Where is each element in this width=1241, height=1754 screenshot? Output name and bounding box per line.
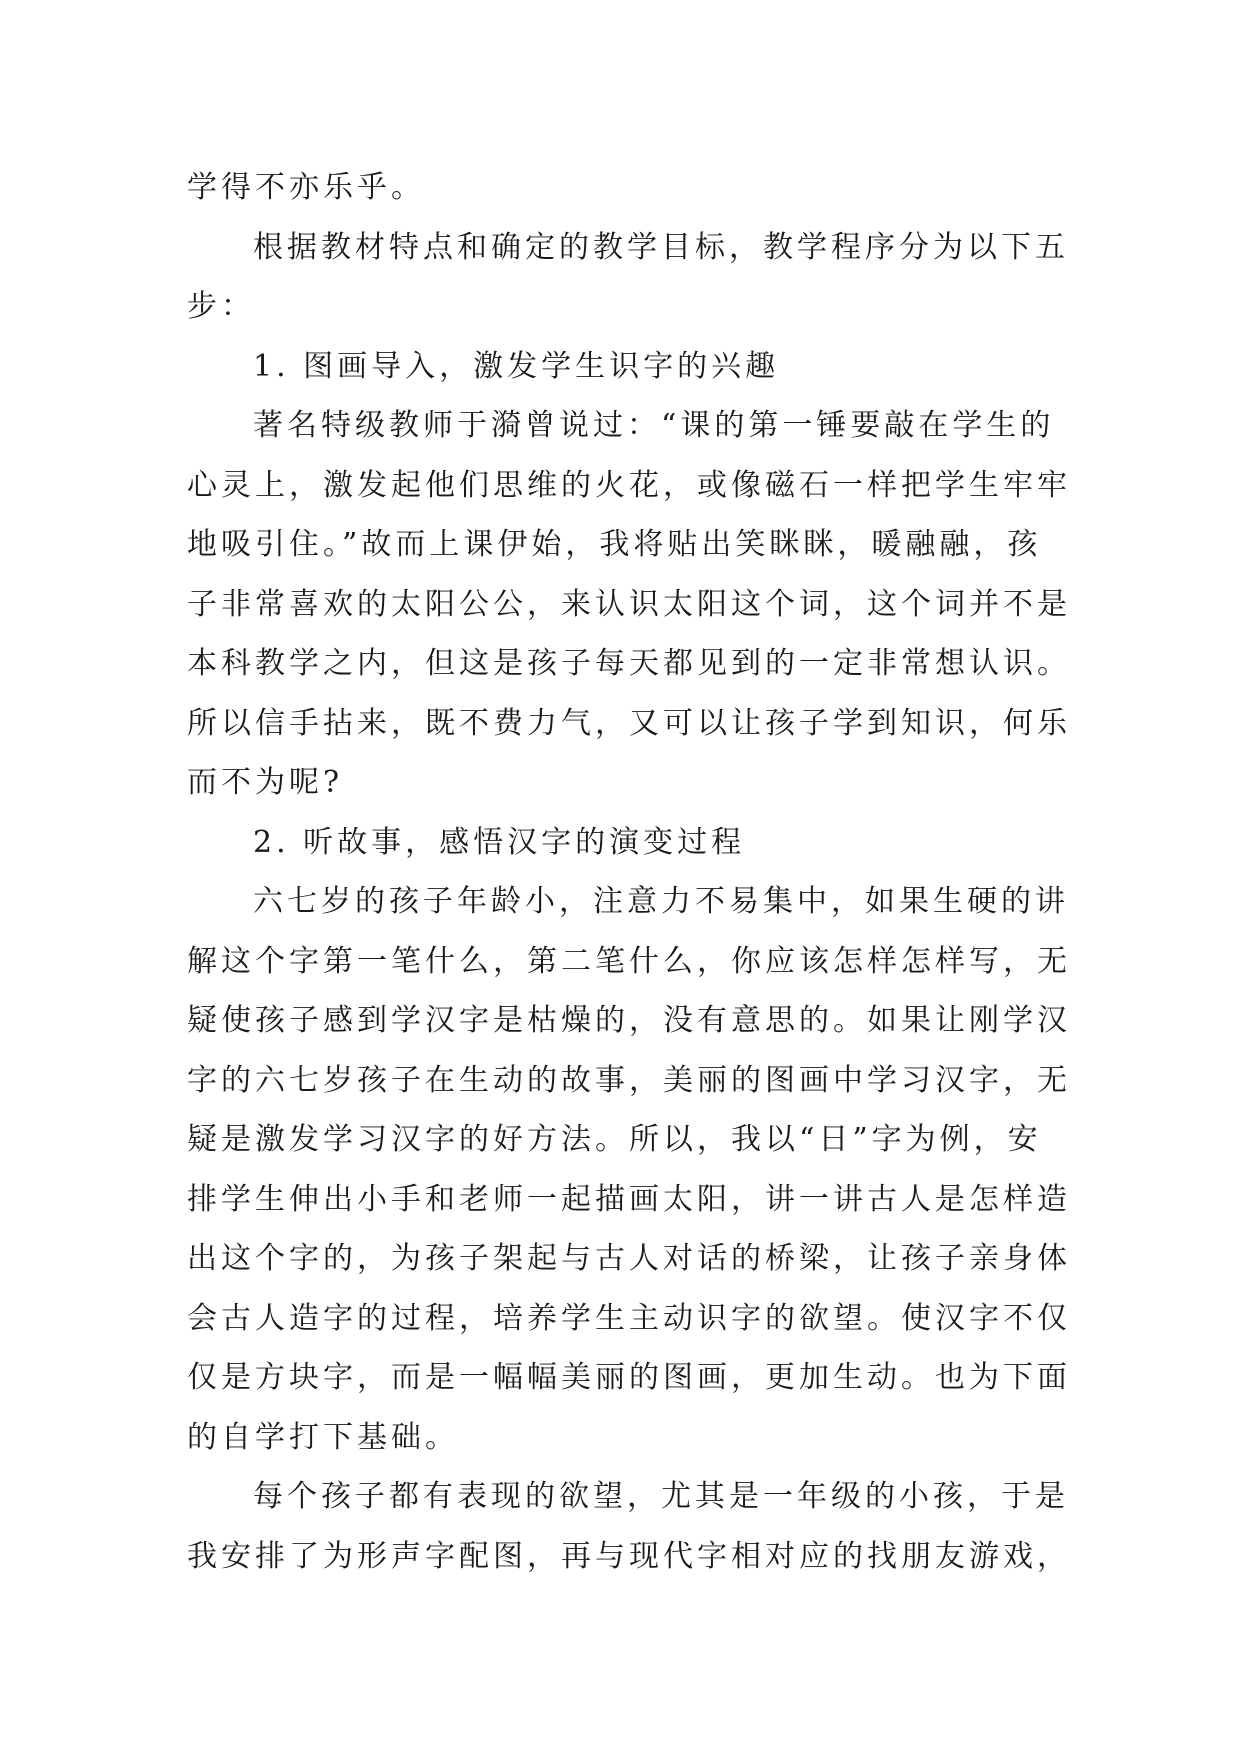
- text-line: 根据教材特点和确定的教学目标，教学程序分为以下五: [253, 229, 1069, 265]
- text-line: 而不为呢?: [187, 765, 344, 800]
- text-line: 六七岁的孩子年龄小，注意力不易集中，如果生硬的讲: [253, 884, 1069, 919]
- text-line: 学得不亦乐乎。: [187, 170, 425, 205]
- text-line: 出这个字的，为孩子架起与古人对话的桥梁，让孩子亲身体: [187, 1241, 1071, 1276]
- text-line: 疑使孩子感到学汉字是枯燥的，没有意思的。如果让刚学汉: [187, 1003, 1071, 1038]
- text-line: 地吸引住。”故而上课伊始，我将贴出笑眯眯，暖融融，孩: [187, 527, 1042, 562]
- document-body: [187, 158, 1071, 1586]
- text-line: 本科教学之内，但这是孩子每天都见到的一定非常想认识。: [187, 646, 1071, 681]
- text-line: 字的六七岁孩子在生动的故事，美丽的图画中学习汉字，无: [187, 1062, 1071, 1098]
- text-line: 的自学打下基础。: [187, 1419, 459, 1455]
- text-line: 会古人造字的过程，培养学生主动识字的欲望。使汉字不仅: [187, 1300, 1071, 1336]
- section-heading: 2. 听故事，感悟汉字的演变过程: [253, 824, 746, 860]
- text-line: 步：: [187, 289, 255, 324]
- text-line: 我安排了为形声字配图，再与现代字相对应的找朋友游戏，: [187, 1538, 1071, 1574]
- section-heading: 1. 图画导入，激发学生识字的兴趣: [253, 348, 780, 384]
- text-line: 心灵上，激发起他们思维的火花，或像磁石一样把学生牢牢: [187, 467, 1071, 503]
- text-line: 仅是方块字，而是一幅幅美丽的图画，更加生动。也为下面: [187, 1360, 1071, 1395]
- text-line: 所以信手拈来，既不费力气，又可以让孩子学到知识，何乐: [187, 705, 1071, 741]
- text-line: 子非常喜欢的太阳公公，来认识太阳这个词，这个词并不是: [187, 586, 1071, 622]
- text-line: 解这个字第一笔什么，第二笔什么，你应该怎样怎样写，无: [187, 943, 1071, 979]
- text-line: 每个孩子都有表现的欲望，尤其是一年级的小孩，于是: [253, 1479, 1069, 1514]
- text-line: 排学生伸出小手和老师一起描画太阳，讲一讲古人是怎样造: [187, 1181, 1071, 1217]
- text-line: 疑是激发学习汉字的好方法。所以，我以“日”字为例，安: [187, 1122, 1042, 1157]
- text-line: 著名特级教师于漪曾说过：“课的第一锤要敲在学生的: [253, 408, 1055, 443]
